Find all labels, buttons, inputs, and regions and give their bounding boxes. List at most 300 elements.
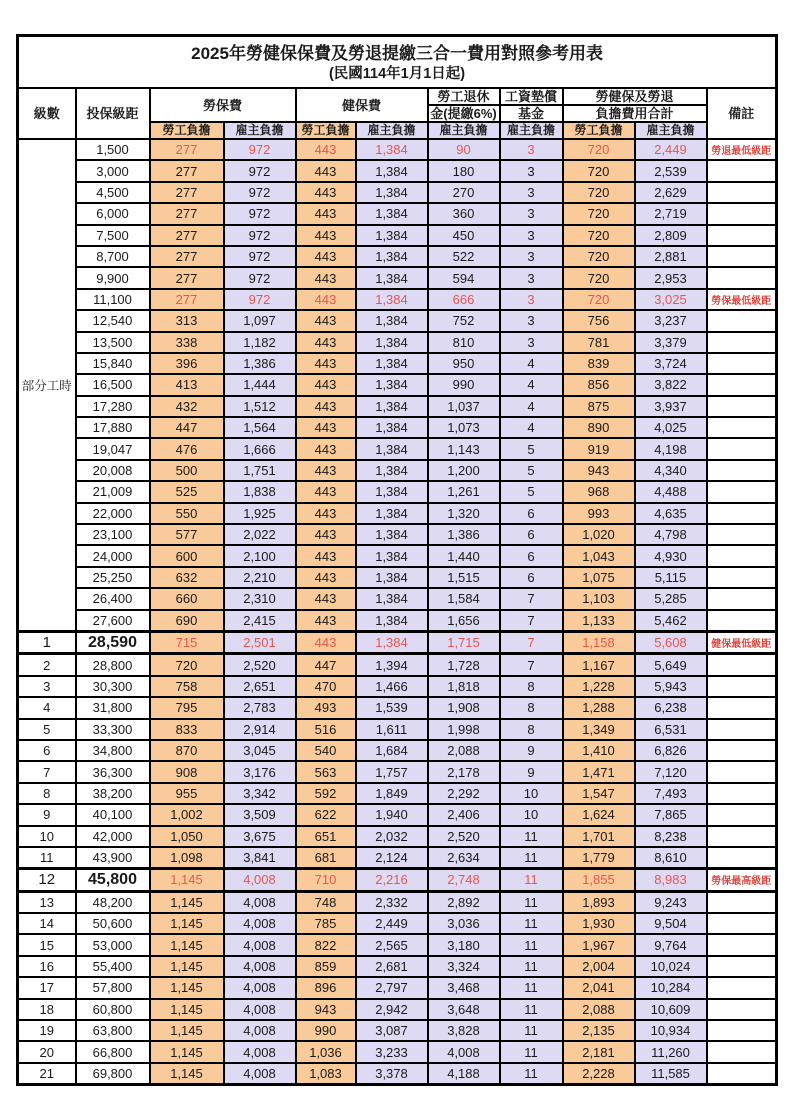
health-employer-cell: 1,757: [356, 761, 428, 782]
health-employee-cell: 447: [296, 654, 356, 676]
total-employee-cell: 1,133: [563, 610, 635, 632]
wage-fund-employer-cell: 3: [500, 310, 563, 331]
bracket-cell: 28,590: [76, 631, 150, 653]
wage-fund-employer-cell: 6: [500, 524, 563, 545]
note-cell: [707, 654, 777, 676]
bracket-cell: 7,500: [76, 225, 150, 246]
health-employee-cell: 443: [296, 289, 356, 310]
health-employee-cell: 443: [296, 246, 356, 267]
labor-employee-cell: 632: [150, 567, 224, 588]
note-cell: [707, 913, 777, 934]
total-employee-cell: 1,158: [563, 631, 635, 653]
health-employer-cell: 2,681: [356, 956, 428, 977]
table-row: [18, 697, 777, 718]
note-cell: [707, 524, 777, 545]
labor-employer-cell: 4,008: [224, 869, 296, 891]
labor-employee-cell: 277: [150, 203, 224, 224]
labor-employee-cell: 277: [150, 139, 224, 160]
health-employee-cell: 443: [296, 610, 356, 632]
health-employee-cell: 710: [296, 869, 356, 891]
level-cell: 11: [18, 847, 76, 869]
wage-fund-employer-cell: 11: [500, 826, 563, 847]
total-employee-cell: 1,701: [563, 826, 635, 847]
labor-employee-cell: 1,050: [150, 826, 224, 847]
table-row: [18, 396, 777, 417]
table-row: [18, 761, 777, 782]
bracket-cell: 38,200: [76, 783, 150, 804]
total-employer-cell: 11,260: [635, 1041, 707, 1062]
table-row: [18, 934, 777, 955]
pension-employer-cell: 990: [428, 374, 500, 395]
wage-fund-employer-cell: 4: [500, 417, 563, 438]
total-employee-cell: 1,103: [563, 588, 635, 609]
level-cell: 13: [18, 891, 76, 913]
labor-employer-cell: 1,666: [224, 438, 296, 459]
level-cell: 2: [18, 654, 76, 676]
level-cell: 21: [18, 1063, 76, 1085]
health-employer-cell: 1,384: [356, 503, 428, 524]
labor-employee-cell: 758: [150, 676, 224, 697]
total-employee-cell: 720: [563, 246, 635, 267]
bracket-cell: 9,900: [76, 267, 150, 288]
note-cell: [707, 203, 777, 224]
wage-fund-employer-cell: 5: [500, 438, 563, 459]
note-cell: [707, 1041, 777, 1062]
note-cell: [707, 267, 777, 288]
level-cell: 8: [18, 783, 76, 804]
bracket-cell: 27,600: [76, 610, 150, 632]
col-header-level: 級數: [18, 88, 76, 139]
note-cell: [707, 676, 777, 697]
wage-fund-employer-cell: 4: [500, 396, 563, 417]
pension-employer-cell: 2,748: [428, 869, 500, 891]
health-employer-cell: 1,384: [356, 139, 428, 160]
level-cell: 15: [18, 934, 76, 955]
wage-fund-employer-cell: 11: [500, 913, 563, 934]
total-employer-cell: 5,943: [635, 676, 707, 697]
note-cell: [707, 160, 777, 181]
health-employer-cell: 1,849: [356, 783, 428, 804]
health-employee-cell: 443: [296, 160, 356, 181]
health-employee-cell: 443: [296, 503, 356, 524]
labor-employer-cell: 1,564: [224, 417, 296, 438]
health-employee-cell: 443: [296, 438, 356, 459]
labor-employee-cell: 476: [150, 438, 224, 459]
table-row: [18, 567, 777, 588]
health-employer-cell: 1,611: [356, 719, 428, 740]
note-cell: [707, 182, 777, 203]
page-subtitle: (民國114年1月1日起): [328, 66, 466, 83]
health-employer-cell: 3,087: [356, 1020, 428, 1041]
wage-fund-employer-cell: 9: [500, 761, 563, 782]
bracket-cell: 4,500: [76, 182, 150, 203]
total-employee-cell: 1,893: [563, 891, 635, 913]
table-row: [18, 545, 777, 566]
labor-employer-cell: 972: [224, 246, 296, 267]
labor-employee-cell: 277: [150, 225, 224, 246]
table-row: [18, 417, 777, 438]
labor-employer-cell: 2,210: [224, 567, 296, 588]
labor-employer-cell: 4,008: [224, 977, 296, 998]
health-employee-cell: 443: [296, 267, 356, 288]
labor-employee-cell: 715: [150, 631, 224, 653]
wage-fund-employer-cell: 11: [500, 999, 563, 1020]
health-employer-cell: 1,384: [356, 610, 428, 632]
total-employer-cell: 4,340: [635, 460, 707, 481]
bracket-cell: 25,250: [76, 567, 150, 588]
bracket-cell: 11,100: [76, 289, 150, 310]
table-row: [18, 891, 777, 913]
bracket-cell: 3,000: [76, 160, 150, 181]
bracket-cell: 13,500: [76, 332, 150, 353]
wage-fund-employer-cell: 11: [500, 1063, 563, 1085]
labor-employer-cell: 2,520: [224, 654, 296, 676]
labor-employee-cell: 313: [150, 310, 224, 331]
pension-employer-cell: 810: [428, 332, 500, 353]
note-cell: [707, 374, 777, 395]
total-employee-cell: 2,228: [563, 1063, 635, 1085]
health-employer-cell: 2,797: [356, 977, 428, 998]
bracket-cell: 60,800: [76, 999, 150, 1020]
subheader-health-employer: 雇主負擔: [356, 122, 428, 139]
health-employee-cell: 443: [296, 225, 356, 246]
table-row: [18, 289, 777, 310]
wage-fund-employer-cell: 3: [500, 246, 563, 267]
note-cell: [707, 417, 777, 438]
total-employee-cell: 720: [563, 160, 635, 181]
total-employer-cell: 10,934: [635, 1020, 707, 1041]
total-employer-cell: 9,764: [635, 934, 707, 955]
table-row: [18, 804, 777, 825]
note-cell: [707, 956, 777, 977]
title-row: [18, 36, 777, 89]
wage-fund-employer-cell: 6: [500, 567, 563, 588]
table-row: [18, 353, 777, 374]
health-employer-cell: 2,449: [356, 913, 428, 934]
health-employer-cell: 1,384: [356, 246, 428, 267]
subheader-labor-employee: 勞工負擔: [150, 122, 224, 139]
health-employer-cell: 2,216: [356, 869, 428, 891]
wage-fund-employer-cell: 11: [500, 934, 563, 955]
total-employee-cell: 720: [563, 267, 635, 288]
pension-employer-cell: 666: [428, 289, 500, 310]
wage-fund-employer-cell: 10: [500, 783, 563, 804]
wage-fund-employer-cell: 7: [500, 654, 563, 676]
bracket-cell: 16,500: [76, 374, 150, 395]
labor-employer-cell: 2,651: [224, 676, 296, 697]
table-row: [18, 588, 777, 609]
total-employee-cell: 993: [563, 503, 635, 524]
subheader-total-employee: 勞工負擔: [563, 122, 635, 139]
note-cell: [707, 225, 777, 246]
table-row: [18, 310, 777, 331]
labor-employer-cell: 3,342: [224, 783, 296, 804]
pension-employer-cell: 1,320: [428, 503, 500, 524]
total-employer-cell: 2,449: [635, 139, 707, 160]
total-employer-cell: 6,826: [635, 740, 707, 761]
health-employer-cell: 1,384: [356, 289, 428, 310]
labor-employer-cell: 972: [224, 160, 296, 181]
total-employer-cell: 4,488: [635, 481, 707, 502]
table-row: [18, 139, 777, 160]
col-header-note: 備註: [707, 88, 777, 139]
note-cell: 勞保最低級距: [707, 289, 777, 310]
labor-employer-cell: 2,100: [224, 545, 296, 566]
total-employer-cell: 3,025: [635, 289, 707, 310]
bracket-cell: 53,000: [76, 934, 150, 955]
bracket-cell: 6,000: [76, 203, 150, 224]
health-employer-cell: 2,565: [356, 934, 428, 955]
health-employer-cell: 1,384: [356, 567, 428, 588]
level-cell: 5: [18, 719, 76, 740]
table-row: [18, 719, 777, 740]
labor-employee-cell: 908: [150, 761, 224, 782]
level-cell: 18: [18, 999, 76, 1020]
labor-employer-cell: 4,008: [224, 956, 296, 977]
total-employee-cell: 756: [563, 310, 635, 331]
health-employer-cell: 1,384: [356, 182, 428, 203]
pension-employer-cell: 1,037: [428, 396, 500, 417]
pension-employer-cell: 2,088: [428, 740, 500, 761]
health-employee-cell: 681: [296, 847, 356, 869]
total-employee-cell: 1,075: [563, 567, 635, 588]
total-employer-cell: 3,937: [635, 396, 707, 417]
note-cell: [707, 804, 777, 825]
table-row: [18, 524, 777, 545]
table-row: [18, 740, 777, 761]
level-cell: 10: [18, 826, 76, 847]
total-employer-cell: 10,284: [635, 977, 707, 998]
labor-employer-cell: 4,008: [224, 1063, 296, 1085]
labor-employer-cell: 2,914: [224, 719, 296, 740]
health-employer-cell: 1,384: [356, 588, 428, 609]
note-cell: [707, 353, 777, 374]
page-title: 2025年勞健保保費及勞退提繳三合一費用對照參考用表: [191, 43, 603, 63]
bracket-cell: 42,000: [76, 826, 150, 847]
total-employer-cell: 4,635: [635, 503, 707, 524]
labor-employer-cell: 4,008: [224, 999, 296, 1020]
note-cell: [707, 999, 777, 1020]
labor-employer-cell: 972: [224, 289, 296, 310]
header-row-1: [18, 88, 777, 105]
total-employee-cell: 720: [563, 182, 635, 203]
col-header-labor-insurance: 勞保費: [150, 88, 296, 122]
table-row: [18, 913, 777, 934]
labor-employer-cell: 2,783: [224, 697, 296, 718]
pension-employer-cell: 3,180: [428, 934, 500, 955]
total-employer-cell: 9,243: [635, 891, 707, 913]
labor-employer-cell: 972: [224, 225, 296, 246]
level-cell: 7: [18, 761, 76, 782]
wage-fund-employer-cell: 3: [500, 332, 563, 353]
labor-employee-cell: 577: [150, 524, 224, 545]
health-employee-cell: 470: [296, 676, 356, 697]
labor-employer-cell: 972: [224, 182, 296, 203]
labor-employee-cell: 1,145: [150, 1020, 224, 1041]
total-employee-cell: 720: [563, 289, 635, 310]
level-cell: 16: [18, 956, 76, 977]
pension-employer-cell: 1,440: [428, 545, 500, 566]
bracket-cell: 48,200: [76, 891, 150, 913]
bracket-cell: 33,300: [76, 719, 150, 740]
pension-employer-cell: 2,178: [428, 761, 500, 782]
pension-employer-cell: 522: [428, 246, 500, 267]
labor-employee-cell: 277: [150, 160, 224, 181]
table-row: [18, 1063, 777, 1085]
health-employer-cell: 1,384: [356, 417, 428, 438]
labor-employee-cell: 550: [150, 503, 224, 524]
total-employee-cell: 1,349: [563, 719, 635, 740]
bracket-cell: 12,540: [76, 310, 150, 331]
total-employer-cell: 7,120: [635, 761, 707, 782]
bracket-cell: 26,400: [76, 588, 150, 609]
wage-fund-employer-cell: 3: [500, 160, 563, 181]
total-employer-cell: 5,115: [635, 567, 707, 588]
table-row: [18, 847, 777, 869]
health-employee-cell: 443: [296, 203, 356, 224]
bracket-cell: 30,300: [76, 676, 150, 697]
health-employer-cell: 1,384: [356, 225, 428, 246]
labor-employer-cell: 4,008: [224, 913, 296, 934]
table-row: [18, 481, 777, 502]
pension-employer-cell: 1,386: [428, 524, 500, 545]
table-row: [18, 826, 777, 847]
labor-employee-cell: 1,145: [150, 869, 224, 891]
wage-fund-employer-cell: 7: [500, 610, 563, 632]
total-employer-cell: 7,865: [635, 804, 707, 825]
bracket-cell: 24,000: [76, 545, 150, 566]
labor-employee-cell: 1,145: [150, 913, 224, 934]
level-cell: 20: [18, 1041, 76, 1062]
total-employer-cell: 10,024: [635, 956, 707, 977]
health-employee-cell: 1,036: [296, 1041, 356, 1062]
table-row: [18, 460, 777, 481]
health-employer-cell: 1,940: [356, 804, 428, 825]
labor-employer-cell: 3,045: [224, 740, 296, 761]
labor-employer-cell: 972: [224, 203, 296, 224]
pension-employer-cell: 270: [428, 182, 500, 203]
pension-employer-cell: 2,292: [428, 783, 500, 804]
labor-employee-cell: 870: [150, 740, 224, 761]
table-body: [18, 139, 777, 1085]
note-cell: [707, 588, 777, 609]
labor-employer-cell: 1,182: [224, 332, 296, 353]
pension-employer-cell: 3,324: [428, 956, 500, 977]
labor-employee-cell: 833: [150, 719, 224, 740]
total-employee-cell: 856: [563, 374, 635, 395]
note-cell: [707, 460, 777, 481]
note-cell: [707, 761, 777, 782]
total-employee-cell: 2,181: [563, 1041, 635, 1062]
pension-employer-cell: 1,715: [428, 631, 500, 653]
title-cell: [18, 36, 777, 89]
note-cell: [707, 246, 777, 267]
wage-fund-employer-cell: 9: [500, 740, 563, 761]
wage-fund-employer-cell: 11: [500, 1041, 563, 1062]
total-employer-cell: 9,504: [635, 913, 707, 934]
total-employee-cell: 1,288: [563, 697, 635, 718]
note-cell: [707, 934, 777, 955]
labor-employer-cell: 4,008: [224, 891, 296, 913]
health-employer-cell: 3,378: [356, 1063, 428, 1085]
labor-employee-cell: 690: [150, 610, 224, 632]
total-employee-cell: 1,043: [563, 545, 635, 566]
pension-employer-cell: 2,520: [428, 826, 500, 847]
labor-employer-cell: 1,444: [224, 374, 296, 395]
level-cell: 19: [18, 1020, 76, 1041]
note-cell: [707, 740, 777, 761]
health-employee-cell: 443: [296, 588, 356, 609]
health-employee-cell: 443: [296, 310, 356, 331]
total-employer-cell: 2,629: [635, 182, 707, 203]
total-employer-cell: 3,724: [635, 353, 707, 374]
table-row: [18, 438, 777, 459]
level-cell: 9: [18, 804, 76, 825]
table-row: [18, 654, 777, 676]
total-employee-cell: 1,624: [563, 804, 635, 825]
total-employee-cell: 1,967: [563, 934, 635, 955]
total-employer-cell: 2,953: [635, 267, 707, 288]
bracket-cell: 31,800: [76, 697, 150, 718]
pension-employer-cell: 594: [428, 267, 500, 288]
health-employer-cell: 2,942: [356, 999, 428, 1020]
table-row: [18, 374, 777, 395]
table-row: [18, 182, 777, 203]
note-cell: [707, 977, 777, 998]
wage-fund-employer-cell: 8: [500, 719, 563, 740]
total-employer-cell: 4,198: [635, 438, 707, 459]
labor-employee-cell: 600: [150, 545, 224, 566]
health-employer-cell: 3,233: [356, 1041, 428, 1062]
col-header-pension-line1: 勞工退休: [428, 88, 500, 105]
total-employer-cell: 3,237: [635, 310, 707, 331]
note-cell: [707, 481, 777, 502]
note-cell: [707, 310, 777, 331]
health-employer-cell: 1,684: [356, 740, 428, 761]
health-employee-cell: 443: [296, 545, 356, 566]
health-employee-cell: 896: [296, 977, 356, 998]
wage-fund-employer-cell: 11: [500, 1020, 563, 1041]
pension-employer-cell: 1,728: [428, 654, 500, 676]
total-employer-cell: 2,881: [635, 246, 707, 267]
bracket-cell: 50,600: [76, 913, 150, 934]
total-employee-cell: 1,167: [563, 654, 635, 676]
health-employee-cell: 443: [296, 631, 356, 653]
pension-employer-cell: 2,634: [428, 847, 500, 869]
health-employee-cell: 1,083: [296, 1063, 356, 1085]
pension-employer-cell: 1,998: [428, 719, 500, 740]
pension-employer-cell: 3,036: [428, 913, 500, 934]
bracket-cell: 28,800: [76, 654, 150, 676]
wage-fund-employer-cell: 3: [500, 267, 563, 288]
total-employer-cell: 6,531: [635, 719, 707, 740]
wage-fund-employer-cell: 6: [500, 545, 563, 566]
pension-employer-cell: 450: [428, 225, 500, 246]
labor-employee-cell: 720: [150, 654, 224, 676]
health-employee-cell: 785: [296, 913, 356, 934]
note-cell: [707, 396, 777, 417]
subheader-health-employee: 勞工負擔: [296, 122, 356, 139]
total-employer-cell: 5,608: [635, 631, 707, 653]
wage-fund-employer-cell: 4: [500, 353, 563, 374]
table-row: [18, 977, 777, 998]
subheader-wage-fund-employer: 雇主負擔: [500, 122, 563, 139]
total-employer-cell: 3,379: [635, 332, 707, 353]
health-employee-cell: 443: [296, 139, 356, 160]
health-employer-cell: 2,124: [356, 847, 428, 869]
col-header-wage-fund-line1: 工資墊償: [500, 88, 563, 105]
total-employer-cell: 5,649: [635, 654, 707, 676]
